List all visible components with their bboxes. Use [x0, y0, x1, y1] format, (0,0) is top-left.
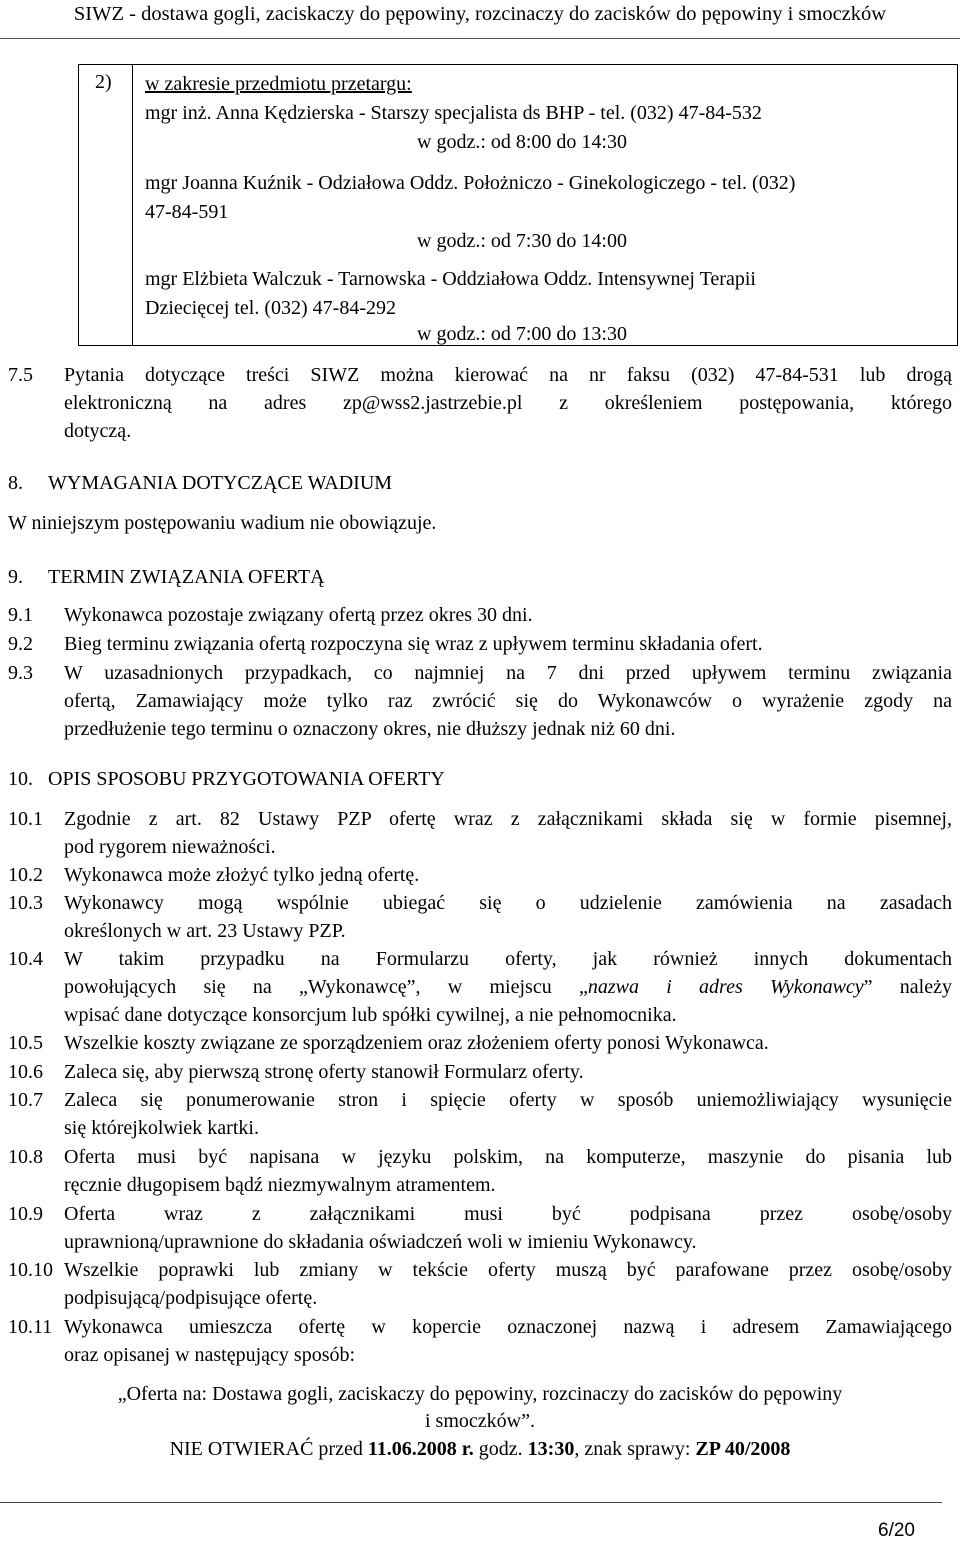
contacts-table	[78, 64, 958, 346]
contact-hours-1: w godz.: od 8:00 do 14:30	[417, 131, 627, 153]
section-10-title: OPIS SPOSOBU PRZYGOTOWANIA OFERTY	[48, 768, 445, 790]
item-10-6-number: 10.6	[8, 1061, 43, 1083]
contact-line-2b: 47-84-591	[145, 201, 229, 223]
item-10-4-line-2	[64, 973, 952, 1001]
section-8-number: 8.	[8, 472, 23, 494]
item-10-8-number: 10.8	[8, 1146, 43, 1168]
item-10-11-line-2: oraz opisanej w następujący sposób:	[64, 1344, 356, 1366]
envelope-case-number: ZP 40/2008	[695, 1438, 791, 1460]
section-10-number: 10.	[8, 768, 33, 790]
item-10-4-line-1: W takim przypadku na Formularzu oferty, jak również innych dokumentach	[64, 948, 952, 970]
contact-line-3b: Dziecięcej tel. (032) 47-84-292	[145, 297, 397, 319]
item-10-1-number: 10.1	[8, 808, 43, 830]
item-10-3-line-2: określonych w art. 23 Ustawy PZP.	[64, 920, 346, 942]
item-10-7-line-2: się którejkolwiek kartki.	[64, 1117, 259, 1139]
item-10-11-number: 10.11	[8, 1316, 53, 1338]
section-8-title: WYMAGANIA DOTYCZĄCE WADIUM	[48, 472, 393, 494]
envelope-line-2: i smoczków”.	[425, 1410, 535, 1432]
section-9-3-line-2: ofertą, Zamawiający może tylko raz zwrócić się do Wykonawców o wyrażenie zgody na	[64, 690, 952, 712]
section-9-title: TERMIN ZWIĄZANIA OFERTĄ	[48, 566, 325, 588]
envelope-hour-label: godz.	[473, 1438, 528, 1460]
section-9-1-text: Wykonawca pozostaje związany ofertą przez okres 30 dni.	[64, 604, 533, 626]
item-10-10-line-2: podpisującą/podpisujące ofertę.	[64, 1287, 318, 1309]
item-10-8-line-2: ręcznie długopisem bądź niezmywalnym atramentem.	[64, 1174, 496, 1196]
item-10-5-line-1: Wszelkie koszty związane ze sporządzeniem oraz złożeniem oferty ponosi Wykonawca.	[64, 1032, 769, 1054]
footer-divider	[0, 1502, 942, 1503]
item-10-10-number: 10.10	[8, 1259, 53, 1281]
section-7-5-line-2: elektroniczną na adres zp@wss2.jastrzebie.pl z określeniem postępowania, którego	[64, 392, 952, 414]
item-10-4-number: 10.4	[8, 948, 43, 970]
envelope-do-not-open: NIE OTWIERAĆ przed	[169, 1438, 368, 1460]
section-9-2-number: 9.2	[8, 633, 33, 655]
item-10-6-line-1: Zaleca się, aby pierwszą stronę oferty stanowił Formularz oferty.	[64, 1061, 584, 1083]
item-10-1-line-2: pod rygorem nieważności.	[64, 836, 276, 858]
item-10-2-line-1: Wykonawca może złożyć tylko jedną ofertę.	[64, 864, 420, 886]
envelope-line-3	[0, 1435, 960, 1463]
envelope-date: 11.06.2008 r.	[367, 1438, 474, 1460]
section-7-5-number: 7.5	[8, 364, 33, 386]
envelope-hour: 13:30	[527, 1438, 575, 1460]
item-10-5-number: 10.5	[8, 1032, 43, 1054]
section-7-5-line-1: Pytania dotyczące treści SIWZ można kierować na nr faksu (032) 47-84-531 lub drogą	[64, 364, 952, 386]
section-9-3-line-1: W uzasadnionych przypadkach, co najmniej na 7 dni przed upływem terminu związania	[64, 662, 952, 684]
item-10-3-number: 10.3	[8, 892, 43, 914]
item-10-10-line-1: Wszelkie poprawki lub zmiany w tekście oferty muszą być parafowane przez osobę/osoby	[64, 1259, 952, 1281]
section-9-number: 9.	[8, 566, 23, 588]
item-10-3-line-1: Wykonawcy mogą wspólnie ubiegać się o udzielenie zamówienia na zasadach	[64, 892, 952, 914]
section-7-5-line-3: dotyczą.	[64, 420, 132, 442]
contacts-number: 2)	[95, 71, 112, 93]
contacts-heading: w zakresie przedmiotu przetargu:	[145, 73, 412, 95]
section-9-2-text: Bieg terminu związania ofertą rozpoczyna się wraz z upływem terminu składania ofert.	[64, 633, 763, 655]
contact-line-1: mgr inż. Anna Kędzierska - Starszy specjalista ds BHP - tel. (032) 47-84-532	[145, 102, 762, 124]
item-10-7-number: 10.7	[8, 1089, 43, 1111]
running-header: SIWZ - dostawa gogli, zaciskaczy do pępowiny, rozcinaczy do zacisków do pępowiny i smoczków	[0, 0, 960, 39]
section-8-text: W niniejszym postępowaniu wadium nie obowiązuje.	[8, 512, 437, 534]
section-9-3-number: 9.3	[8, 662, 33, 684]
item-10-4-line-3: wpisać dane dotyczące konsorcjum lub spółki cywilnej, a nie pełnomocnika.	[64, 1004, 677, 1026]
item-10-7-line-1: Zaleca się ponumerowanie stron i spięcie oferty w sposób uniemożliwiający wysunięcie	[64, 1089, 952, 1111]
item-10-1-line-1: Zgodnie z art. 82 Ustawy PZP ofertę wraz z załącznikami składa się w formie pisemnej,	[64, 808, 952, 830]
contact-hours-3: w godz.: od 7:00 do 13:30	[417, 323, 627, 345]
item-10-4-line-2-a: powołujących się na „Wykonawcę”, w miejscu „	[64, 976, 588, 998]
item-10-8-line-1: Oferta musi być napisana w języku polskim, na komputerze, maszynie do pisania lub	[64, 1146, 952, 1168]
envelope-line-1: „Oferta na: Dostawa gogli, zaciskaczy do pępowiny, rozcinaczy do zacisków do pępowiny	[117, 1383, 843, 1405]
contact-line-3: mgr Elżbieta Walczuk - Tarnowska - Oddziałowa Oddz. Intensywnej Terapii	[145, 268, 756, 290]
page-number: 6/20	[878, 1520, 915, 1541]
item-10-2-number: 10.2	[8, 864, 43, 886]
section-9-1-number: 9.1	[8, 604, 33, 626]
item-10-9-line-1: Oferta wraz z załącznikami musi być podpisana przez osobę/osoby	[64, 1203, 952, 1225]
contact-line-2: mgr Joanna Kuźnik - Odziałowa Oddz. Położniczo - Ginekologiczego - tel. (032)	[145, 172, 796, 194]
contacts-number-cell	[79, 65, 133, 345]
envelope-case-label: , znak sprawy:	[574, 1438, 696, 1460]
item-10-9-line-2: uprawnioną/uprawnione do składania oświadczeń woli w imieniu Wykonawcy.	[64, 1231, 697, 1253]
section-9-3-line-3: przedłużenie tego terminu o oznaczony okres, nie dłuższy jednak niż 60 dni.	[64, 718, 676, 740]
item-10-4-line-2-c: ” należy	[863, 976, 952, 998]
item-10-11-line-1: Wykonawca umieszcza ofertę w kopercie oznaczonej nazwą i adresem Zamawiającego	[64, 1316, 952, 1338]
item-10-4-italic-phrase: nazwa i adres Wykonawcy	[587, 976, 864, 998]
item-10-9-number: 10.9	[8, 1203, 43, 1225]
contact-hours-2: w godz.: od 7:30 do 14:00	[417, 230, 627, 252]
